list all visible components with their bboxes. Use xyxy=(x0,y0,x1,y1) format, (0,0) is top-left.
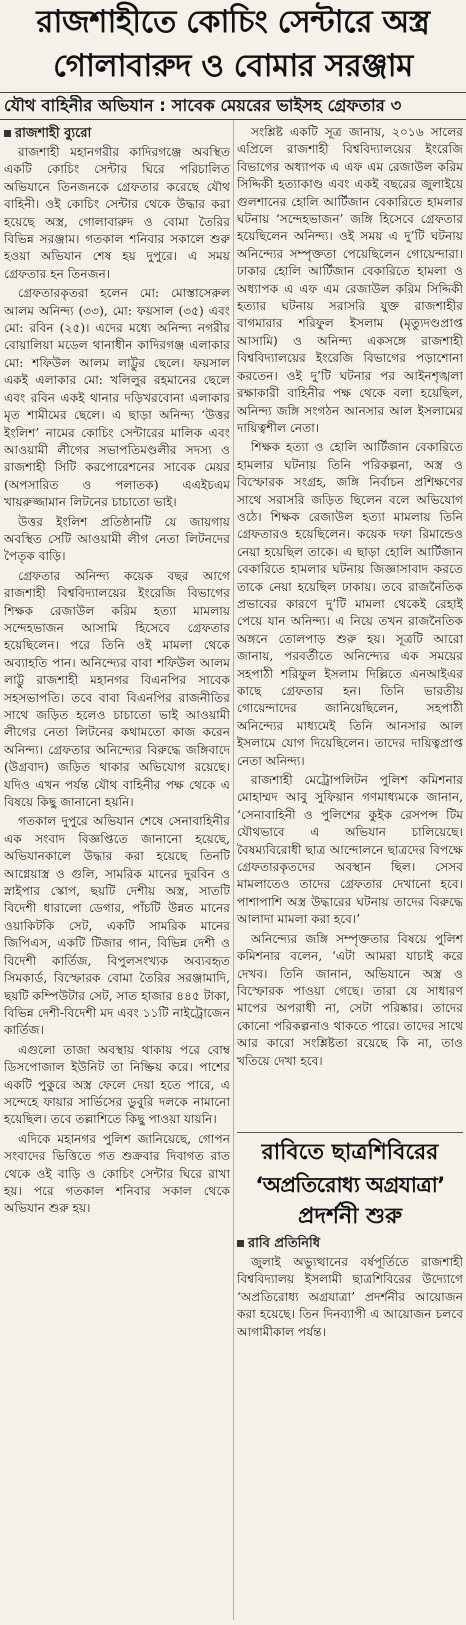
headline-line-1: রাজশাহীতে কোচিং সেন্টারে অস্ত্র xyxy=(36,4,430,40)
article-paragraph: গতকাল দুপুরে অভিযান শেষে সেনাবাহিনীর এক সংবাদ বিজ্ঞপ্তিতে জানানো হয়েছে, অভিযানকালে উদ্ধার করা হয়েছে তিনটি আগ্নেয়াস্ত্র ও গুলি, সামরিক মানের দুরবিন ও স্নাইপার স্কোপ, ছয়টি দেশীয় অস্ত্র, সাতটি বিদেশী ধারালো ডেগার, পাঁচটি উন্নত মানের ওয়াকিটকি সেট, একটি সামরিক মানের জিপিএস, একটি টিজার গান, বিভিন্ন দেশী ও বিদেশী কার্তিজ, বিপুলসংখ্যক অব্যবহৃত সিমকার্ড, বিস্ফোরক বোমা তৈরির সরঞ্জামাদি, ছয়টি কম্পিউটার সেট, সাত হাজার ৪৪৫ টাকা, বিভিন্ন দেশী-বিদেশী মদ এবং ১১টি নাইট্রোজেন কার্তিজ। xyxy=(4,814,230,1038)
sidebar-byline-text: রাবি প্রতিনিধি xyxy=(248,1236,321,1251)
sidebar-headline-line-3: প্রদর্শনী শুরু xyxy=(298,1204,402,1229)
article-paragraph: সংশ্লিষ্ট একটি সূত্র জানায়, ২০১৬ সালের এপ্রিলে রাজশাহী বিশ্ববিদ্যালয়ের ইংরেজি বিভাগের অধ্যাপক এ এফ এম রেজাউল করিম সিদ্দিকী হত্যাকাণ্ড এবং একই বছরের জুলাইয়ে গুলশানের হোলি আর্টিজান বেকারিতে হামলার ঘটনায় ‘সন্দেহভাজন’ জঙ্গি হিসেবে গ্রেফতার হয়েছিলেন অনিন্দ্য। ওই সময় এ দু’টি ঘটনায় অনিন্দ্যের সম্পৃক্ততা পেয়েছিলেন গোয়েন্দারা। ঢাকার হোলি আর্টিজান বেকারিতে হামলা ও অধ্যাপক এ এফ এম রেজাউল করিম সিদ্দিকী হত্যার ঘটনায় সরাসরি যুক্ত রাজশাহীর বাগমারার শরিফুল ইসলাম (মৃত্যুদণ্ডপ্রাপ্ত আসামি) ও অনিন্দ্য একসঙ্গে রাজশাহী বিশ্ববিদ্যালয়ের ইংরেজি বিভাগের পড়াশোনা করতেন। ওই দু’টি ঘটনার পর আইনশৃঙ্খলা রক্ষাকারী বাহিনীর পক্ষ থেকে বলা হয়েছিল, অনিন্দ্য জঙ্গি সংগঠন আনসার আল ইসলামের দায়িত্বশীল নেতা। xyxy=(237,125,463,435)
byline xyxy=(4,124,230,144)
square-bullet-icon xyxy=(237,1240,244,1247)
sidebar-paragraph: জুলাই অভ্যুত্থানের বর্ষপূর্তিতে রাজশাহী বিশ্ববিদ্যালয় ইসলামী ছাত্রশিবিরের উদ্যোগে ‘অপ্রতিরোধ্য অগ্রযাত্রা’ প্রদর্শনীর আয়োজন করা হয়েছে। তিন দিনব্যাপী এ আয়োজন চলবে আগামীকাল পর্যন্ত। xyxy=(237,1255,463,1339)
article-paragraph: গ্রেফতারকৃতরা হলেন মো: মোস্তাসেরুল আলম অনিন্দ্য (৩৩), মো: ফয়সাল (৩৫) এবং মো: রবিন (২৫)। এদের মধ্যে অনিন্দ্য নগরীর বোয়ালিয়া মডেল থানাধীন কাদিরগঞ্জ এলাকার মো: শফিউল আলম লাট্টুর ছেলে। ফয়সাল একই এলাকার মো: খলিলুর রহমানের ছেলে এবং রবিন একই থানার দড়িখরবোনা এলাকার মৃত শামীমের ছেলে। এ ছাড়া অনিন্দ্য ‘উত্তর ইংলিশ’ নামের কোচিং সেন্টারের মালিক এবং আওয়ামী লীগের সভাপতিমণ্ডলীর সদস্য ও রাজশাহী সিটি করপোরেশনের সাবেক মেয়র (অপসারিত ও পলাতক) এএইচএম খায়রুজ্জামান লিটনের চাচাতো ভাই। xyxy=(4,286,230,510)
article-paragraph: এদিকে মহানগর পুলিশ জানিয়েছে, গোপন সংবাদের ভিত্তিতে গত শুক্রবার দিবাগত রাত থেকে ওই বাড়ি ও কোচিং সেন্টার ঘিরে রাখা হয়। পরে গতকাল শনিবার সকাল থেকে অভিযান শুরু হয়। xyxy=(4,1131,230,1216)
byline-text: রাজশাহী ব্যুরো xyxy=(15,126,92,141)
sidebar-divider xyxy=(237,1132,463,1133)
headline-line-2: গোলাবারুদ ও বোমার সরঞ্জাম xyxy=(53,48,413,84)
article-paragraph: এগুলো তাজা অবস্থায় থাকায় পরে বোম্ব ডিসপোজাল ইউনিট তা নিষ্ক্রিয় করে। পাশের একটি পুকুরে অস্ত্র ফেলে দেয়া হতে পারে, এ সন্দেহে ফায়ার সার্ভিসের ডুবুরি দলকে নামানো হয়েছিল। তবে তল্লাশিতে কিছু পাওয়া যায়নি। xyxy=(4,1042,230,1127)
article-paragraph: শিক্ষক হত্যা ও হোলি আর্টিজান বেকারিতে হামলার ঘটনায় তিনি পরিকল্পনা, অস্ত্র ও বিস্ফোরক সংগ্রহ, জঙ্গি নির্বাচন প্রশিক্ষণের সাথে সরাসরি জড়িত ছিলেন বলে অভিযোগ ওঠে। শিক্ষক রেজাউল হত্যা মামলায় তিনি গ্রেফতারও হয়েছিলেন। কয়েক দফা রিমান্ডেও নেয়া হয়েছিল তাকে। এ ছাড়া হোলি আর্টিজান বেকারিতে হামলার ঘটনায় জিজ্ঞাসাবাদ করতে তাকে নেয়া হয়েছিল ঢাকায়। তবে রাজনৈতিক প্রভাবের কারণে দু’টি মামলা থেকেই রেহাই পেয়ে যান অনিন্দ্য। এ নিয়ে তখন রাজনৈতিক অঙ্গনে তোলপাড় শুরু হয়। সূত্রটি আরো জানায়, পরবর্তীতে অনিন্দ্যের এক সময়ের সহপাঠী শরিফুল ইসলাম দিল্লিতে এনআইএর কাছে গ্রেফতার হন। তিনি ভারতীয় গোয়েন্দাদের জানিয়েছিলেন, সহপাঠী অনিন্দ্যের মাধ্যমেই তিনি আনসার আল ইসলামে যোগ দিয়েছিলেন। তাদের দায়িত্বপ্রাপ্ত নেতা অনিন্দ্য। xyxy=(237,440,463,768)
column-divider xyxy=(233,120,234,1620)
subheadline: যৌথ বাহিনীর অভিযান : সাবেক মেয়রের ভাইসহ গ্রেফতার ৩ xyxy=(4,96,402,115)
sidebar-headline-line-2: ‘অপ্রতিরোধ্য অগ্রযাত্রা’ xyxy=(255,1173,445,1197)
article-paragraph: গ্রেফতার অনিন্দ্য কয়েক বছর আগে রাজশাহী বিশ্ববিদ্যালয়ের ইংরেজি বিভাগের শিক্ষক রেজাউল করিম হত্যা মামলায় সন্দেহভাজন আসামি হিসেবে গ্রেফতার হয়েছিলেন। পরে তিনি ওই মামলা থেকে অব্যাহতি পান। অনিন্দ্যের বাবা শফিউল আলম লাট্টু রাজশাহী মহানগর বিএনপির সাবেক সহসভাপতি। তবে বাবা বিএনপির রাজনীতির সাথে জড়িত হলেও চাচাতো ভাই আওয়ামী লীগের নেতা লিটনের কথামতো কাজ করেন অনিন্দ্য। গ্রেফতার অনিন্দ্যের বিরুদ্ধে জঙ্গিবাদে (উগ্রবাদ) জড়িত থাকার অভিযোগ রয়েছে। যদিও এখন পর্যন্ত যৌথ বাহিনীর পক্ষ থেকে এ বিষয়ে কিছু জানানো হয়নি। xyxy=(4,568,230,810)
sidebar-story xyxy=(237,1138,463,1618)
article-paragraph: অনিন্দ্যের জঙ্গি সম্পৃক্ততার বিষয়ে পুলিশ কমিশনার বলেন, ‘এটা আমরা যাচাই করে দেখব। তিনি জানান, অভিযানে অস্ত্র ও বিস্ফোরক পাওয়া গেছে। তারা যে সাধারণ মাপের অপরাধী না, সেটা পরিষ্কার। তাদের কোনো পরিকল্পনাও থাকতে পারে। তাদের সাথে আর কারো সংশ্লিষ্টতা রয়েছে কি না, তাও খতিয়ে দেখা হবে। xyxy=(237,931,463,1068)
article-paragraph: রাজশাহী মেট্রোপলিটন পুলিশ কমিশনার মোহাম্মদ আবু সুফিয়ান গণমাধ্যমকে জানান, ‘সেনাবাহিনী ও পুলিশের কুইক রেসপন্স টিম যৌথভাবে এ অভিযান চালিয়েছে। বৈষম্যবিরোধী ছাত্র আন্দোলনে ছাত্রদের বিপক্ষে গ্রেফতারকৃতদের অবস্থান ছিল। সেসব মামলাতেও তাদের গ্রেফতার দেখানো হবে। পাশাপাশি অস্ত্র উদ্ধারের ঘটনায় তাদের বিরুদ্ধে আলাদা মামলা করা হবে।’ xyxy=(237,773,463,927)
left-column xyxy=(4,124,230,1620)
sidebar-headline-line-1: রাবিতে ছাত্রশিবিরের xyxy=(261,1140,439,1165)
article-paragraph: উত্তর ইংলিশ প্রতিষ্ঠানটি যে জায়গায় অবস্থিত সেটি আওয়ামী লীগ নেতা লিটনদের পৈতৃক বাড়ি। xyxy=(4,514,230,564)
right-column xyxy=(237,124,463,1134)
article-paragraph: রাজশাহী মহানগরীর কাদিরগঞ্জে অবস্থিত একটি কোচিং সেন্টার ঘিরে পরিচালিত অভিযানে তিনজনকে গ্রেফতার করেছে যৌথ বাহিনী। ওই কোচিং সেন্টার থেকে উদ্ধার করা হয়েছে অস্ত্র, গোলাবারুদ ও বোমা তৈরির বিভিন্ন সরঞ্জাম। গতকাল শনিবার সকালে শুরু হওয়া অভিযান শেষ হয় দুপুরে। এ সময় গ্রেফতার হন তিনজন। xyxy=(4,145,230,281)
square-bullet-icon xyxy=(4,130,11,137)
sidebar-byline xyxy=(237,1234,463,1254)
